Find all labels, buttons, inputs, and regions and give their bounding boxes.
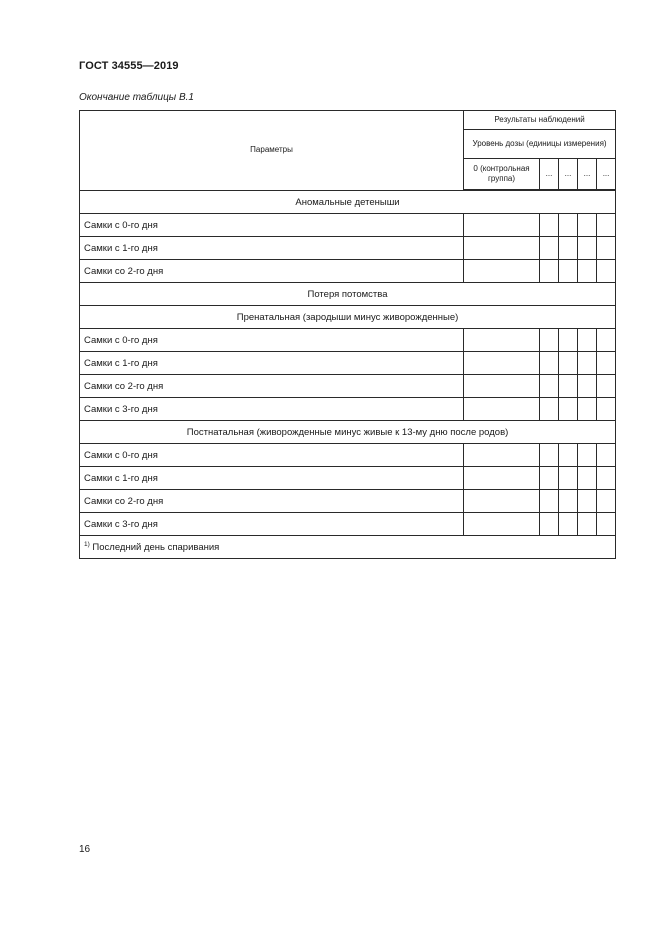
row-label: Самки с 1-го дня <box>80 467 464 490</box>
dose-cell <box>578 490 597 513</box>
row-label: Самки со 2-го дня <box>80 375 464 398</box>
dose-cell <box>540 260 559 283</box>
dose-cell <box>559 214 578 237</box>
table-row <box>80 513 616 536</box>
row-label: Самки с 3-го дня <box>80 398 464 421</box>
row-label: Самки с 1-го дня <box>80 352 464 375</box>
table-row <box>80 398 616 421</box>
control-group-cell <box>464 513 540 536</box>
dose-column-header: ... <box>597 159 616 191</box>
table-row <box>80 214 616 237</box>
dose-cell <box>597 329 616 352</box>
dose-cell <box>597 375 616 398</box>
dose-cell <box>559 329 578 352</box>
dose-cell <box>540 467 559 490</box>
dose-cell <box>559 467 578 490</box>
dose-cell <box>559 398 578 421</box>
dose-column-header: ... <box>540 159 559 191</box>
dose-cell <box>540 352 559 375</box>
parameters-header: Параметры <box>80 111 464 191</box>
table-row <box>80 490 616 513</box>
dose-column-header: ... <box>559 159 578 191</box>
dose-cell <box>540 329 559 352</box>
row-label: Самки с 0-го дня <box>80 329 464 352</box>
dose-cell <box>578 260 597 283</box>
section-title: Аномальные детеныши <box>80 190 616 214</box>
dose-cell <box>559 237 578 260</box>
dose-cell <box>578 214 597 237</box>
control-group-cell <box>464 467 540 490</box>
table-row <box>80 329 616 352</box>
dose-cell <box>559 490 578 513</box>
dose-cell <box>597 444 616 467</box>
dose-cell <box>578 329 597 352</box>
dose-column-header: ... <box>578 159 597 191</box>
dose-cell <box>597 467 616 490</box>
document-header: ГОСТ 34555—2019 <box>79 60 179 72</box>
control-group-cell <box>464 352 540 375</box>
section-title: Потеря потомства <box>80 283 616 306</box>
row-label: Самки со 2-го дня <box>80 260 464 283</box>
row-label: Самки с 3-го дня <box>80 513 464 536</box>
dose-cell <box>597 260 616 283</box>
dose-level-header: Уровень дозы (единицы измерения) <box>464 130 616 159</box>
observation-table <box>79 110 616 559</box>
section-title: Пренатальная (зародыши минус живорожденные) <box>80 306 616 329</box>
control-group-cell <box>464 490 540 513</box>
control-group-cell <box>464 260 540 283</box>
row-label: Самки с 0-го дня <box>80 214 464 237</box>
dose-cell <box>578 398 597 421</box>
dose-cell <box>540 398 559 421</box>
table-row <box>80 375 616 398</box>
row-label: Самки с 1-го дня <box>80 237 464 260</box>
control-group-header: 0 (контрольная группа) <box>464 159 540 191</box>
dose-cell <box>597 490 616 513</box>
dose-cell <box>540 444 559 467</box>
footnote-text: Последний день спаривания <box>92 542 220 553</box>
table-row <box>80 467 616 490</box>
footnote <box>80 536 616 559</box>
dose-cell <box>559 513 578 536</box>
row-label: Самки со 2-го дня <box>80 490 464 513</box>
dose-cell <box>597 398 616 421</box>
control-group-cell <box>464 398 540 421</box>
dose-cell <box>597 237 616 260</box>
dose-cell <box>578 513 597 536</box>
dose-cell <box>559 260 578 283</box>
dose-cell <box>578 467 597 490</box>
footnote-marker: 1) <box>84 541 90 548</box>
dose-cell <box>540 490 559 513</box>
dose-cell <box>540 375 559 398</box>
page-number: 16 <box>79 844 91 855</box>
table-row <box>80 260 616 283</box>
dose-cell <box>540 237 559 260</box>
dose-cell <box>597 352 616 375</box>
control-group-cell <box>464 214 540 237</box>
control-group-cell <box>464 237 540 260</box>
dose-cell <box>578 444 597 467</box>
dose-cell <box>597 214 616 237</box>
control-group-cell <box>464 444 540 467</box>
control-group-cell <box>464 375 540 398</box>
dose-cell <box>540 513 559 536</box>
control-group-cell <box>464 329 540 352</box>
results-header: Результаты наблюдений <box>464 111 616 130</box>
dose-cell <box>578 375 597 398</box>
dose-cell <box>559 352 578 375</box>
dose-cell <box>578 352 597 375</box>
dose-cell <box>597 513 616 536</box>
dose-cell <box>559 375 578 398</box>
dose-cell <box>578 237 597 260</box>
section-title: Постнатальная (живорожденные минус живые к 13-му дню после родов) <box>80 421 616 444</box>
dose-cell <box>540 214 559 237</box>
table-row <box>80 444 616 467</box>
table-caption: Окончание таблицы В.1 <box>79 92 194 103</box>
table-row <box>80 352 616 375</box>
row-label: Самки с 0-го дня <box>80 444 464 467</box>
dose-cell <box>559 444 578 467</box>
table-row <box>80 237 616 260</box>
